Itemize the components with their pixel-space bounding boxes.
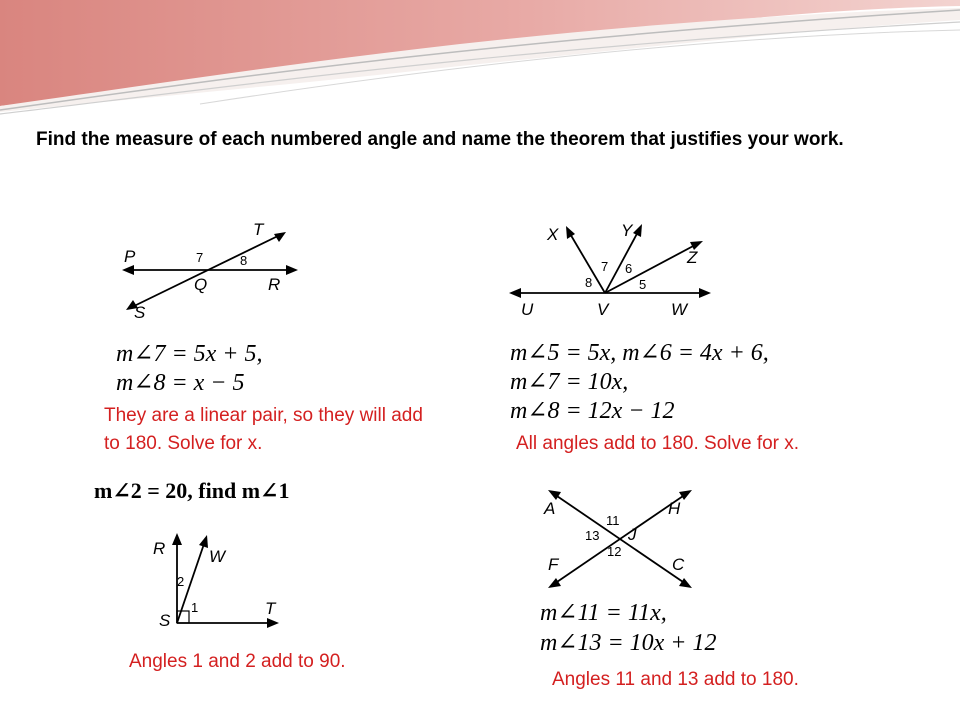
label-S: S <box>134 303 146 322</box>
diagram-angles-on-line <box>505 212 720 327</box>
label-W: W <box>671 300 688 319</box>
p3-given: m∠2 = 20, find m∠1 <box>94 478 290 503</box>
p4-note: Angles 11 and 13 add to 180. <box>552 669 799 690</box>
label-Y: Y <box>621 221 633 240</box>
angle-2-label: 2 <box>177 574 185 589</box>
label-U: U <box>521 300 534 319</box>
angle-11-label: 11 <box>606 513 620 528</box>
angle-7-label: 7 <box>601 259 609 274</box>
angle-1-label: 1 <box>191 600 199 615</box>
diagram-vertical-angles <box>540 482 700 592</box>
label-S: S <box>159 611 171 630</box>
label-C: C <box>672 555 685 574</box>
p1-equation-2: m∠8 = x − 5 <box>116 370 245 396</box>
label-A: A <box>544 499 556 518</box>
label-X: X <box>547 225 559 244</box>
label-T: T <box>265 599 276 618</box>
label-Q: Q <box>194 275 208 294</box>
p2-equation-2: m∠7 = 10x, <box>510 369 629 395</box>
label-Z: Z <box>687 248 698 267</box>
label-R: R <box>153 539 166 558</box>
p1-equation-1: m∠7 = 5x + 5, <box>116 341 263 367</box>
instruction-heading: Find the measure of each numbered angle and name the theorem that justifies your work. <box>36 129 844 150</box>
p1-note: They are a linear pair, so they will add to 180. Solve for x. <box>104 405 423 454</box>
label-R: R <box>268 275 281 294</box>
label-T: T <box>253 220 264 239</box>
diagram-complementary <box>145 525 295 635</box>
label-P: P <box>124 247 136 266</box>
label-F: F <box>548 555 559 574</box>
label-J: J <box>628 525 637 544</box>
angle-5-label: 5 <box>639 277 647 292</box>
p4-equation-1: m∠11 = 11x, <box>540 600 667 626</box>
angle-7-label: 7 <box>196 250 204 265</box>
top-banner <box>0 0 960 120</box>
diagram-linear-pair <box>110 210 310 325</box>
angle-8-label: 8 <box>585 275 593 290</box>
p3-note: Angles 1 and 2 add to 90. <box>129 651 346 672</box>
label-W: W <box>209 547 226 566</box>
label-H: H <box>668 499 681 518</box>
angle-8-label: 8 <box>240 253 248 268</box>
p4-equation-2: m∠13 = 10x + 12 <box>540 630 717 656</box>
label-V: V <box>597 300 609 319</box>
angle-13-label: 13 <box>585 528 600 543</box>
p2-equation-1: m∠5 = 5x, m∠6 = 4x + 6, <box>510 340 769 366</box>
p2-note: All angles add to 180. Solve for x. <box>516 433 800 454</box>
p2-equation-3: m∠8 = 12x − 12 <box>510 398 675 424</box>
angle-6-label: 6 <box>625 261 633 276</box>
angle-12-label: 12 <box>607 544 622 559</box>
